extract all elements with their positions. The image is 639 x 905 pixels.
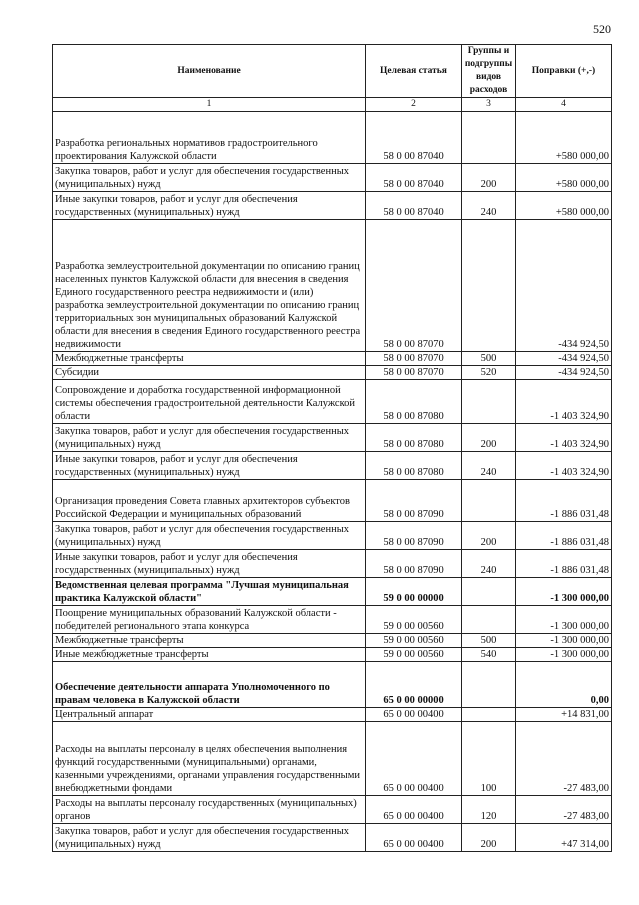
row-amount: -434 924,50 (516, 352, 612, 366)
table-row (53, 824, 612, 852)
row-code: 58 0 00 87070 (366, 352, 462, 366)
row-code: 58 0 00 87080 (366, 380, 462, 424)
table-row (53, 662, 612, 708)
row-code: 59 0 00 00000 (366, 578, 462, 606)
row-group: 240 (462, 192, 516, 220)
row-name: Иные межбюджетные трансферты (53, 648, 366, 662)
row-group (462, 220, 516, 352)
row-code: 58 0 00 87090 (366, 522, 462, 550)
row-name: Разработка региональных нормативов градостроительного проектирования Калужской области (53, 112, 366, 164)
column-number: 1 (53, 98, 366, 112)
row-name: Ведомственная целевая программа "Лучшая муниципальная практика Калужской области" (53, 578, 366, 606)
budget-table (52, 44, 612, 852)
row-group (462, 578, 516, 606)
row-name: Поощрение муниципальных образований Калужской области - победителей регионального этапа конкурса (53, 606, 366, 634)
row-code: 65 0 00 00400 (366, 796, 462, 824)
row-name: Иные закупки товаров, работ и услуг для обеспечения государственных (муниципальных) нужд (53, 192, 366, 220)
column-number-row (53, 98, 612, 112)
row-amount: -27 483,00 (516, 722, 612, 796)
row-name: Разработка землеустроительной документации по описанию границ населенных пунктов Калужской области для внесения в сведения Единого государственного реестра недвижимости и (или) разработка землеустроительной документации по описанию границ территориальных зон муниципальных образований Калужской области для внесения в сведения Единого государственного реестра недвижимости (53, 220, 366, 352)
row-amount: +47 314,00 (516, 824, 612, 852)
table-row (53, 220, 612, 352)
row-group: 520 (462, 366, 516, 380)
row-code: 58 0 00 87040 (366, 192, 462, 220)
row-amount: -1 300 000,00 (516, 634, 612, 648)
row-name: Закупка товаров, работ и услуг для обеспечения государственных (муниципальных) нужд (53, 522, 366, 550)
row-group: 540 (462, 648, 516, 662)
row-name: Обеспечение деятельности аппарата Уполномоченного по правам человека в Калужской области (53, 662, 366, 708)
row-code: 65 0 00 00400 (366, 722, 462, 796)
row-name: Иные закупки товаров, работ и услуг для обеспечения государственных (муниципальных) нужд (53, 550, 366, 578)
table-row (53, 380, 612, 424)
row-group (462, 480, 516, 522)
row-code: 59 0 00 00560 (366, 606, 462, 634)
row-amount: +14 831,00 (516, 708, 612, 722)
table-row (53, 164, 612, 192)
row-name: Организация проведения Совета главных архитекторов субъектов Российской Федерации и муниципальных образований (53, 480, 366, 522)
row-code: 58 0 00 87040 (366, 164, 462, 192)
row-code: 58 0 00 87070 (366, 366, 462, 380)
row-name: Иные закупки товаров, работ и услуг для обеспечения государственных (муниципальных) нужд (53, 452, 366, 480)
row-name: Закупка товаров, работ и услуг для обеспечения государственных (муниципальных) нужд (53, 824, 366, 852)
row-name: Расходы на выплаты персоналу в целях обеспечения выполнения функций государственными (муниципальными) органами, казенными учреждениями, органами управления государственными внебюджетными фондами (53, 722, 366, 796)
row-amount: +580 000,00 (516, 164, 612, 192)
row-code: 58 0 00 87040 (366, 112, 462, 164)
table-row (53, 606, 612, 634)
row-amount: -1 403 324,90 (516, 380, 612, 424)
row-amount: +580 000,00 (516, 192, 612, 220)
header-row (53, 45, 612, 98)
row-code: 59 0 00 00560 (366, 648, 462, 662)
page-number: 520 (593, 22, 611, 36)
row-group: 240 (462, 452, 516, 480)
row-amount: +580 000,00 (516, 112, 612, 164)
row-group (462, 112, 516, 164)
row-group: 500 (462, 634, 516, 648)
table-row (53, 550, 612, 578)
row-group (462, 708, 516, 722)
row-amount: -1 886 031,48 (516, 550, 612, 578)
table-row (53, 366, 612, 380)
row-name: Межбюджетные трансферты (53, 634, 366, 648)
table-row (53, 452, 612, 480)
header-group: Группы и подгруппы видов расходов (462, 45, 516, 98)
row-group: 500 (462, 352, 516, 366)
table-row (53, 722, 612, 796)
row-group (462, 662, 516, 708)
header-amount: Поправки (+,-) (516, 45, 612, 98)
row-code: 59 0 00 00560 (366, 634, 462, 648)
row-code: 65 0 00 00000 (366, 662, 462, 708)
row-group: 120 (462, 796, 516, 824)
row-amount: -1 300 000,00 (516, 606, 612, 634)
row-name: Центральный аппарат (53, 708, 366, 722)
row-code: 58 0 00 87080 (366, 452, 462, 480)
row-code: 65 0 00 00400 (366, 708, 462, 722)
row-amount: -1 403 324,90 (516, 424, 612, 452)
row-amount: -1 403 324,90 (516, 452, 612, 480)
row-group: 200 (462, 522, 516, 550)
row-amount: 0,00 (516, 662, 612, 708)
row-name: Закупка товаров, работ и услуг для обеспечения государственных (муниципальных) нужд (53, 424, 366, 452)
table-row (53, 112, 612, 164)
row-amount: -1 300 000,00 (516, 648, 612, 662)
row-code: 58 0 00 87070 (366, 220, 462, 352)
table-row (53, 708, 612, 722)
row-group: 200 (462, 164, 516, 192)
row-group: 100 (462, 722, 516, 796)
row-amount: -434 924,50 (516, 366, 612, 380)
row-name: Закупка товаров, работ и услуг для обеспечения государственных (муниципальных) нужд (53, 164, 366, 192)
row-name: Расходы на выплаты персоналу государственных (муниципальных) органов (53, 796, 366, 824)
row-group (462, 606, 516, 634)
row-group: 240 (462, 550, 516, 578)
row-code: 58 0 00 87080 (366, 424, 462, 452)
table-row (53, 480, 612, 522)
table-row (53, 796, 612, 824)
row-code: 58 0 00 87090 (366, 480, 462, 522)
table-row (53, 648, 612, 662)
table-row (53, 634, 612, 648)
row-group: 200 (462, 424, 516, 452)
row-name: Субсидии (53, 366, 366, 380)
header-name: Наименование (53, 45, 366, 98)
row-amount: -434 924,50 (516, 220, 612, 352)
header-code: Целевая статья (366, 45, 462, 98)
row-amount: -27 483,00 (516, 796, 612, 824)
column-number: 4 (516, 98, 612, 112)
table-row (53, 578, 612, 606)
column-number: 2 (366, 98, 462, 112)
table-row (53, 192, 612, 220)
row-group (462, 380, 516, 424)
row-name: Межбюджетные трансферты (53, 352, 366, 366)
row-group: 200 (462, 824, 516, 852)
row-code: 58 0 00 87090 (366, 550, 462, 578)
row-amount: -1 300 000,00 (516, 578, 612, 606)
column-number: 3 (462, 98, 516, 112)
table-row (53, 352, 612, 366)
table-row (53, 424, 612, 452)
table-row (53, 522, 612, 550)
row-code: 65 0 00 00400 (366, 824, 462, 852)
row-amount: -1 886 031,48 (516, 480, 612, 522)
row-amount: -1 886 031,48 (516, 522, 612, 550)
row-name: Сопровождение и доработка государственной информационной системы обеспечения градостроительной деятельности Калужской области (53, 380, 366, 424)
